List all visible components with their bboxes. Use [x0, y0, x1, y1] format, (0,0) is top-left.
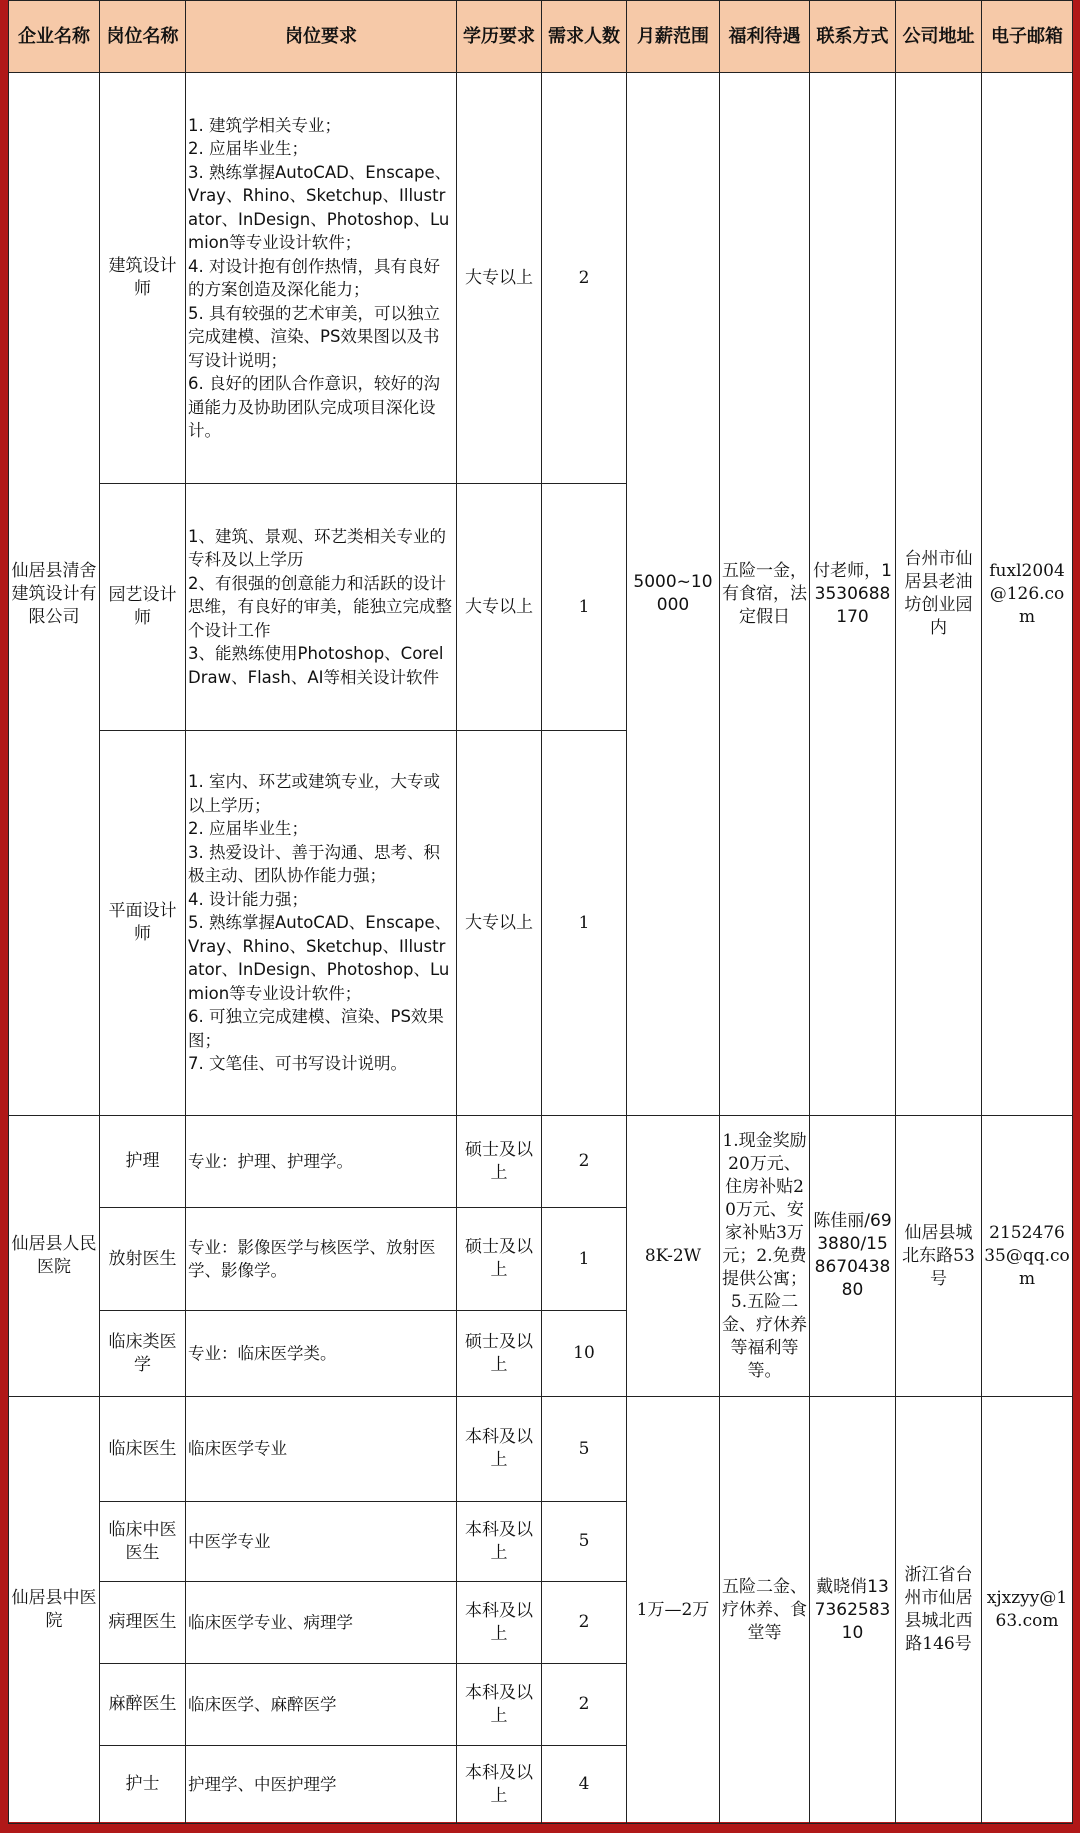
email-address: fuxl2004@126.com — [982, 73, 1073, 1116]
header-address: 公司地址 — [896, 1, 982, 73]
headcount: 1 — [542, 484, 627, 731]
header-email: 电子邮箱 — [982, 1, 1073, 73]
position-requirements: 护理学、中医护理学 — [186, 1746, 457, 1824]
education-requirement: 大专以上 — [457, 73, 542, 484]
education-requirement: 硕士及以上 — [457, 1311, 542, 1397]
salary-range: 8K-2W — [627, 1116, 720, 1397]
education-requirement: 大专以上 — [457, 484, 542, 731]
salary-range: 1万—2万 — [627, 1397, 720, 1824]
position-title: 平面设计师 — [100, 731, 186, 1116]
company-address: 浙江省台州市仙居县城北西路146号 — [896, 1397, 982, 1824]
headcount: 5 — [542, 1397, 627, 1502]
contact-info: 陈佳丽/693880/15867043880 — [810, 1116, 896, 1397]
headcount: 2 — [542, 1116, 627, 1208]
email-address: xjxzyy@163.com — [982, 1397, 1073, 1824]
position-requirements: 临床医学、麻醉医学 — [186, 1664, 457, 1746]
company-address: 台州市仙居县老油坊创业园内 — [896, 73, 982, 1116]
headcount: 2 — [542, 1664, 627, 1746]
position-title: 临床中医医生 — [100, 1502, 186, 1582]
company-name: 仙居县中医院 — [9, 1397, 100, 1824]
position-title: 护士 — [100, 1746, 186, 1824]
education-requirement: 大专以上 — [457, 731, 542, 1116]
education-requirement: 硕士及以上 — [457, 1116, 542, 1208]
position-title: 病理医生 — [100, 1582, 186, 1664]
header-salary: 月薪范围 — [627, 1, 720, 73]
position-requirements: 1、建筑、景观、环艺类相关专业的专科及以上学历 2、有很强的创意能力和活跃的设计思维，有良好的审美，能独立完成整个设计工作 3、能熟练使用Photoshop、CorelDraw、Flash、AI等相关设计软件 — [186, 484, 457, 731]
education-requirement: 本科及以上 — [457, 1664, 542, 1746]
company-address: 仙居县城北东路53号 — [896, 1116, 982, 1397]
job-table — [8, 0, 1073, 1824]
education-requirement: 本科及以上 — [457, 1397, 542, 1502]
contact-info: 戴晓俏13736258310 — [810, 1397, 896, 1824]
header-requirements: 岗位要求 — [186, 1, 457, 73]
welfare: 五险一金，有食宿，法定假日 — [720, 73, 810, 1116]
headcount: 2 — [542, 1582, 627, 1664]
header-company: 企业名称 — [9, 1, 100, 73]
company-name: 仙居县清舍建筑设计有限公司 — [9, 73, 100, 1116]
header-position: 岗位名称 — [100, 1, 186, 73]
header-welfare: 福利待遇 — [720, 1, 810, 73]
headcount: 1 — [542, 731, 627, 1116]
position-requirements: 临床医学专业、病理学 — [186, 1582, 457, 1664]
headcount: 10 — [542, 1311, 627, 1397]
header-count: 需求人数 — [542, 1, 627, 73]
header-row — [9, 1, 1073, 73]
position-requirements: 专业：影像医学与核医学、放射医学、影像学。 — [186, 1208, 457, 1311]
welfare: 1.现金奖励20万元、住房补贴20万元、安家补贴3万元；2.免费提供公寓；5.五险二金、疗休养等福利等等。 — [720, 1116, 810, 1397]
position-title: 园艺设计师 — [100, 484, 186, 731]
header-education: 学历要求 — [457, 1, 542, 73]
position-title: 临床类医学 — [100, 1311, 186, 1397]
header-contact: 联系方式 — [810, 1, 896, 73]
table-row — [9, 1116, 1073, 1208]
position-requirements: 专业：护理、护理学。 — [186, 1116, 457, 1208]
position-title: 建筑设计师 — [100, 73, 186, 484]
table-row — [9, 73, 1073, 484]
education-requirement: 本科及以上 — [457, 1582, 542, 1664]
position-requirements: 临床医学专业 — [186, 1397, 457, 1502]
salary-range: 5000~10000 — [627, 73, 720, 1116]
headcount: 1 — [542, 1208, 627, 1311]
education-requirement: 本科及以上 — [457, 1746, 542, 1824]
position-requirements: 专业：临床医学类。 — [186, 1311, 457, 1397]
position-requirements: 中医学专业 — [186, 1502, 457, 1582]
table-row — [9, 1397, 1073, 1502]
education-requirement: 硕士及以上 — [457, 1208, 542, 1311]
headcount: 2 — [542, 73, 627, 484]
position-requirements: 1. 建筑学相关专业； 2. 应届毕业生； 3. 熟练掌握AutoCAD、Enscape、Vray、Rhino、Sketchup、Illustrator、InDesign、Photoshop、Lumion等专业设计软件； 4. 对设计抱有创作热情，具有良好的方案创造及深化能力； 5. 具有较强的艺术审美，可以独立完成建模、渲染、PS效果图以及书写设计说明； 6. 良好的团队合作意识，较好的沟通能力及协助团队完成项目深化设计。 — [186, 73, 457, 484]
company-name: 仙居县人民医院 — [9, 1116, 100, 1397]
position-title: 放射医生 — [100, 1208, 186, 1311]
position-title: 护理 — [100, 1116, 186, 1208]
position-title: 临床医生 — [100, 1397, 186, 1502]
position-title: 麻醉医生 — [100, 1664, 186, 1746]
position-requirements: 1. 室内、环艺或建筑专业，大专或以上学历； 2. 应届毕业生； 3. 热爱设计、善于沟通、思考、积极主动、团队协作能力强； 4. 设计能力强； 5. 熟练掌握AutoCAD、Enscape、Vray、Rhino、Sketchup、Illustrator、InDesign、Photoshop、Lumion等专业设计软件； 6. 可独立完成建模、渲染、PS效果图； 7. 文笔佳、可书写设计说明。 — [186, 731, 457, 1116]
welfare: 五险二金、疗休养、食堂等 — [720, 1397, 810, 1824]
email-address: 215247635@qq.com — [982, 1116, 1073, 1397]
contact-info: 付老师，13530688170 — [810, 73, 896, 1116]
headcount: 4 — [542, 1746, 627, 1824]
document-page — [8, 0, 1072, 1822]
education-requirement: 本科及以上 — [457, 1502, 542, 1582]
headcount: 5 — [542, 1502, 627, 1582]
